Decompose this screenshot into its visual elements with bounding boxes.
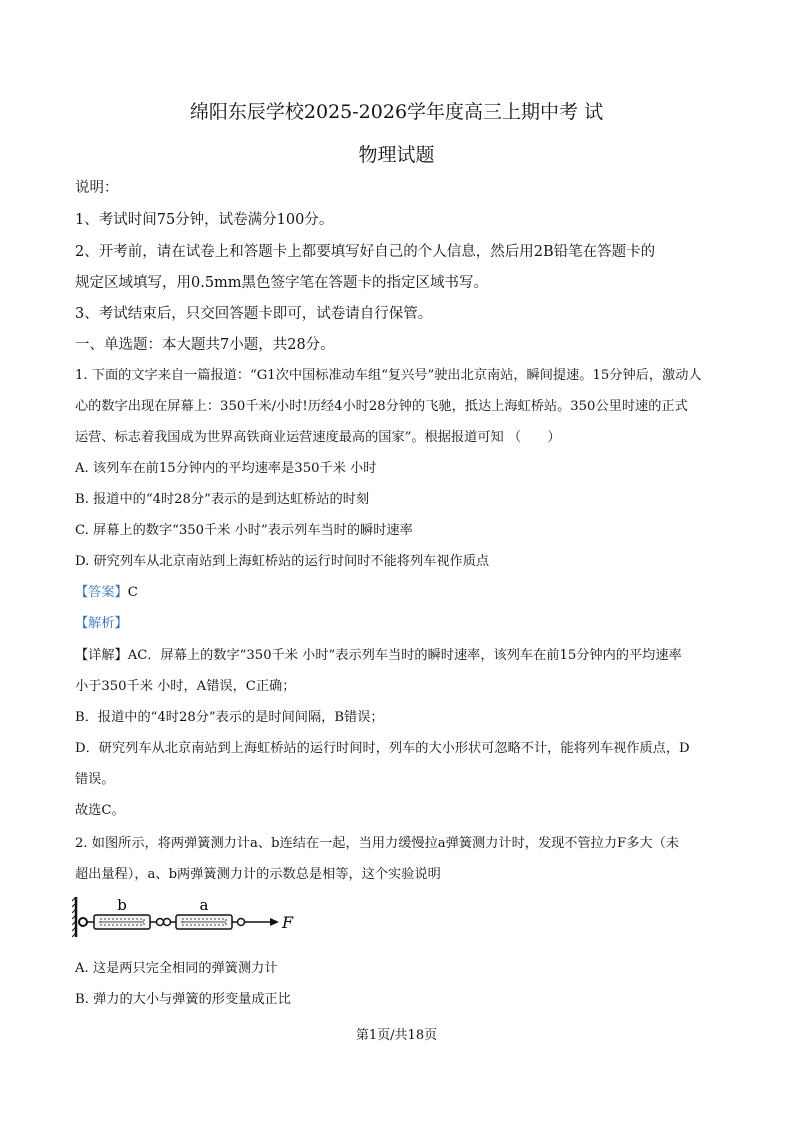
q1-detail-line-5: 错误。 — [75, 772, 115, 787]
answer-tag: 【答案】 — [75, 585, 128, 600]
q1-option-c: C. 屏幕上的数字“350千米 小时”表示列车当时的瞬时速率 — [75, 523, 413, 538]
scale-a-label: a — [199, 896, 209, 914]
wall-ring — [79, 918, 87, 926]
q1-conclusion: 故选C。 — [75, 803, 125, 818]
q1-analysis-heading — [75, 614, 725, 634]
detail-text: AC．屏幕上的数字“350千米 小时”表示列车当时的瞬时速率，该列车在前15分钟内的平均速率 — [127, 648, 682, 663]
instruction-item-1: 1、考试时间75分钟，试卷满分100分。 — [75, 212, 334, 228]
q1-option-b: B. 报道中的“4时28分”表示的是到达虹桥站的时刻 — [75, 492, 370, 507]
force-label: F — [282, 913, 294, 932]
q2-option-b: B. 弹力的大小与弹簧的形变量成正比 — [75, 992, 291, 1007]
link-ring-2 — [164, 919, 171, 926]
q1-detail-line-3: B．报道中的“4时28分”表示的是时间间隔，B错误； — [75, 710, 384, 725]
q1-detail-line-1 — [75, 646, 725, 666]
link-ring-1 — [157, 919, 164, 926]
page-footer: 第1页/共18页 — [355, 1028, 438, 1043]
scale-b-label: b — [117, 896, 127, 914]
q1-stem-line-2: 心的数字出现在屏幕上：350千米/小时!历经4小时28分钟的飞驰，抵达上海虹桥站。350公里时速的正式 — [75, 399, 688, 414]
q2-stem-line-1: 2. 如图所示，将两弹簧测力计a、b连结在一起，当用力缓慢拉a弹簧测力计时，发现不管拉力F多大（未 — [75, 836, 679, 851]
instructions-heading: 说明： — [75, 180, 119, 196]
force-arrow-head — [270, 918, 279, 926]
detail-tag: 【详解】 — [75, 648, 128, 663]
spring-scale-b — [94, 915, 150, 929]
instruction-item-3: 3、考试结束后，只交回答题卡即可，试卷请自行保管。 — [75, 306, 433, 322]
q1-detail-line-4: D．研究列车从北京南站到上海虹桥站的运行时间时，列车的大小形状可忽略不计，能将列车视作质点，D — [75, 741, 690, 756]
answer-value: C — [127, 585, 138, 600]
instruction-item-2-line-1: 2、开考前，请在试卷上和答题卡上都要填写好自己的个人信息，然后用2B铅笔在答题卡的 — [75, 244, 656, 260]
exam-title: 绵阳东辰学校2025-2026学年度高三上期中考 试 — [189, 101, 604, 123]
exam-subtitle: 物理试题 — [358, 144, 435, 166]
q1-option-d: D. 研究列车从北京南站到上海虹桥站的运行时间时不能将列车视作质点 — [75, 554, 490, 569]
q1-option-a: A. 该列车在前15分钟内的平均速率是350千米 小时 — [75, 461, 377, 476]
q1-answer — [75, 583, 725, 603]
q1-detail-line-2: 小于350千米 小时，A错误，C正确； — [75, 679, 296, 694]
instruction-item-2-line-2: 规定区域填写，用0.5mm黑色签字笔在答题卡的指定区域书写。 — [75, 275, 489, 291]
spring-scales-figure — [72, 893, 302, 939]
q1-stem-line-1: 1. 下面的文字来自一篇报道：“G1次中国标准动车组“复兴号”驶出北京南站，瞬间提速。15分钟后，激动人 — [75, 368, 702, 383]
q2-option-a: A. 这是两只完全相同的弹簧测力计 — [75, 961, 278, 976]
analysis-tag: 【解析】 — [75, 616, 128, 631]
q1-stem-line-3: 运营、标志着我国成为世界高铁商业运营速度最高的国家”。根据报道可知 （ ） — [75, 430, 561, 445]
section-heading: 一、单选题：本大题共7小题，共28分。 — [75, 337, 335, 353]
spring-scale-a — [176, 915, 232, 929]
q2-stem-line-2: 超出量程），a、b两弹簧测力计的示数总是相等，这个实验说明 — [75, 867, 441, 882]
pull-ring — [238, 919, 245, 926]
